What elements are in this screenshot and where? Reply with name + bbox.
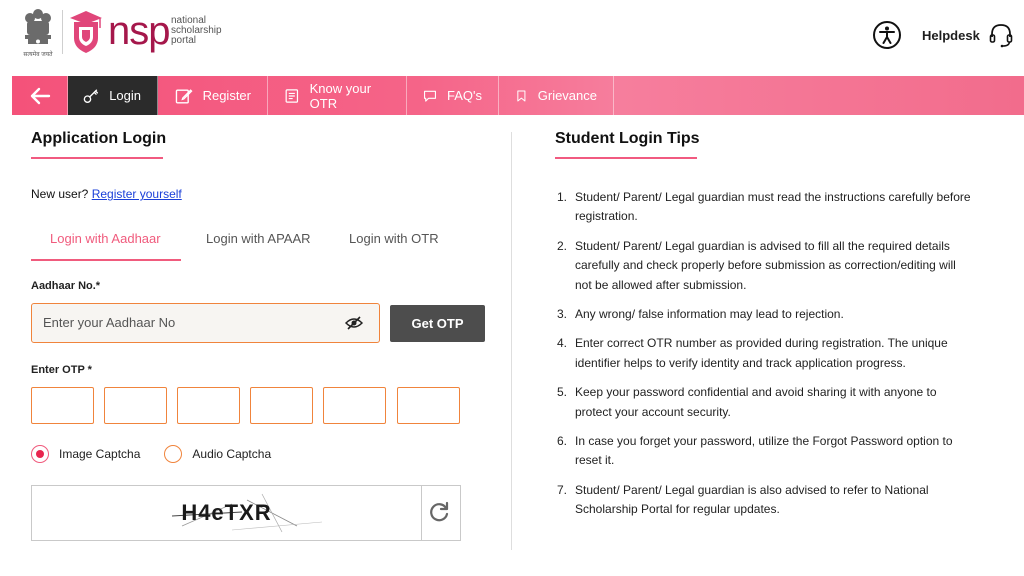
main-navbar — [12, 76, 1024, 115]
login-title: Application Login — [31, 130, 167, 147]
chat-icon — [423, 87, 437, 105]
captcha-text: H4eTXR — [181, 500, 272, 525]
nav-register-label: Register — [202, 88, 251, 103]
nav-faq-label: FAQ's — [447, 88, 482, 103]
tip-item: 4. Enter correct OTR number as provided during registration. The unique identifier helps to verify identity and track application progress. — [557, 336, 948, 370]
tab-login-apaar[interactable]: Login with APAAR — [206, 231, 311, 246]
back-button[interactable] — [12, 76, 68, 115]
eye-off-icon[interactable] — [345, 315, 363, 331]
headset-icon — [988, 22, 1014, 48]
nav-login-label: Login — [109, 88, 141, 103]
application-login-panel — [31, 130, 491, 525]
tips-title: Student Login Tips — [555, 130, 700, 147]
tip-item: 1. Student/ Parent/ Legal guardian must read the instructions carefully before registration. — [557, 190, 971, 224]
image-captcha-label: Image Captcha — [59, 447, 141, 461]
bookmark-icon — [515, 87, 528, 105]
refresh-icon[interactable] — [428, 501, 450, 523]
nav-login[interactable] — [68, 76, 158, 115]
otp-digit-4[interactable] — [250, 387, 313, 424]
tip-text: Keep your password confidential and avoid sharing it with anyone to protect your account security. — [575, 385, 937, 419]
brand-sub-line: national — [171, 15, 207, 26]
tab-login-otr[interactable]: Login with OTR — [349, 231, 439, 246]
otp-digit-6[interactable] — [397, 387, 460, 424]
captcha-box — [31, 485, 461, 541]
otp-digit-1[interactable] — [31, 387, 94, 424]
document-icon — [284, 87, 300, 105]
register-yourself-link[interactable]: Register yourself — [91, 187, 182, 201]
tips-list — [555, 188, 975, 530]
tip-text: Any wrong/ false information may lead to rejection. — [575, 307, 844, 322]
captcha-image — [32, 486, 422, 540]
nav-grievance[interactable] — [499, 76, 614, 115]
aadhaar-field[interactable] — [31, 303, 380, 343]
new-user-line — [31, 187, 182, 201]
helpdesk-label: Helpdesk — [922, 27, 980, 43]
tip-text: Student/ Parent/ Legal guardian is advised to fill all the required details carefully and check properly before submission as correction/editing will not be allowed after submission. — [575, 238, 956, 292]
aadhaar-label: Aadhaar No.* — [31, 280, 101, 292]
tip-text: In case you forget your password, utilize the Forgot Password option to reset it. — [575, 434, 953, 468]
otp-digit-2[interactable] — [104, 387, 167, 424]
login-method-tabs — [31, 231, 491, 261]
brand-sub-line: portal — [171, 35, 197, 46]
tip-item: 5. Keep your password confidential and avoid sharing it with anyone to protect your account security. — [557, 385, 937, 419]
tip-text: Enter correct OTR number as provided during registration. The unique identifier helps to verify identity and track application progress. — [575, 336, 948, 370]
get-otp-button[interactable]: Get OTP — [390, 305, 485, 342]
image-captcha-radio[interactable] — [31, 445, 49, 463]
edit-icon — [175, 87, 193, 105]
otp-label: Enter OTP * — [31, 364, 92, 376]
tip-item: 6. In case you forget your password, utilize the Forgot Password option to reset it. — [557, 434, 953, 468]
brand-subtitle — [171, 16, 222, 46]
tip-item: 2. Student/ Parent/ Legal guardian is advised to fill all the required details carefully and check properly before submission as correction/editing will not be allowed after submission. — [557, 238, 956, 292]
tip-item: 7. Student/ Parent/ Legal guardian is also advised to refer to National Scholarship Portal for regular updates. — [557, 482, 929, 517]
key-icon — [83, 87, 99, 105]
brand-divider — [62, 10, 63, 54]
tip-text: Student/ Parent/ Legal guardian must read the instructions carefully before registration. — [575, 190, 971, 224]
accessibility-icon[interactable] — [872, 20, 902, 50]
site-header — [0, 0, 1024, 70]
audio-captcha-radio[interactable] — [164, 445, 182, 463]
helpdesk-button[interactable] — [922, 22, 1014, 48]
tab-login-aadhaar[interactable]: Login with Aadhaar — [31, 231, 181, 261]
emblem-caption: सत्यमेव जयते — [23, 52, 53, 58]
otp-digit-5[interactable] — [323, 387, 386, 424]
aadhaar-input[interactable] — [32, 304, 332, 341]
national-emblem-icon — [22, 6, 54, 54]
title-underline — [555, 157, 697, 159]
tip-item: 3. Any wrong/ false information may lead to rejection. — [557, 307, 844, 322]
brand-sub-line: scholarship — [171, 25, 222, 36]
brand-wordmark: nsp — [108, 9, 170, 53]
nav-register[interactable] — [158, 76, 268, 115]
title-underline — [31, 157, 163, 159]
nsp-logo-icon — [68, 10, 104, 54]
nav-grievance-label: Grievance — [537, 88, 597, 103]
nav-faq[interactable] — [407, 76, 499, 115]
new-user-prefix: New user? — [31, 187, 89, 201]
nav-know-otr[interactable] — [268, 76, 407, 115]
tip-text: Student/ Parent/ Legal guardian is also advised to refer to National Scholarship Portal for regular updates. — [575, 482, 929, 517]
panel-divider — [511, 132, 512, 550]
otp-digit-3[interactable] — [177, 387, 240, 424]
nav-know-otr-label: Know your OTR — [309, 80, 372, 111]
student-login-tips-panel — [555, 130, 985, 517]
captcha-type-options — [31, 445, 271, 463]
arrow-left-icon — [29, 87, 51, 105]
audio-captcha-label: Audio Captcha — [192, 447, 272, 461]
